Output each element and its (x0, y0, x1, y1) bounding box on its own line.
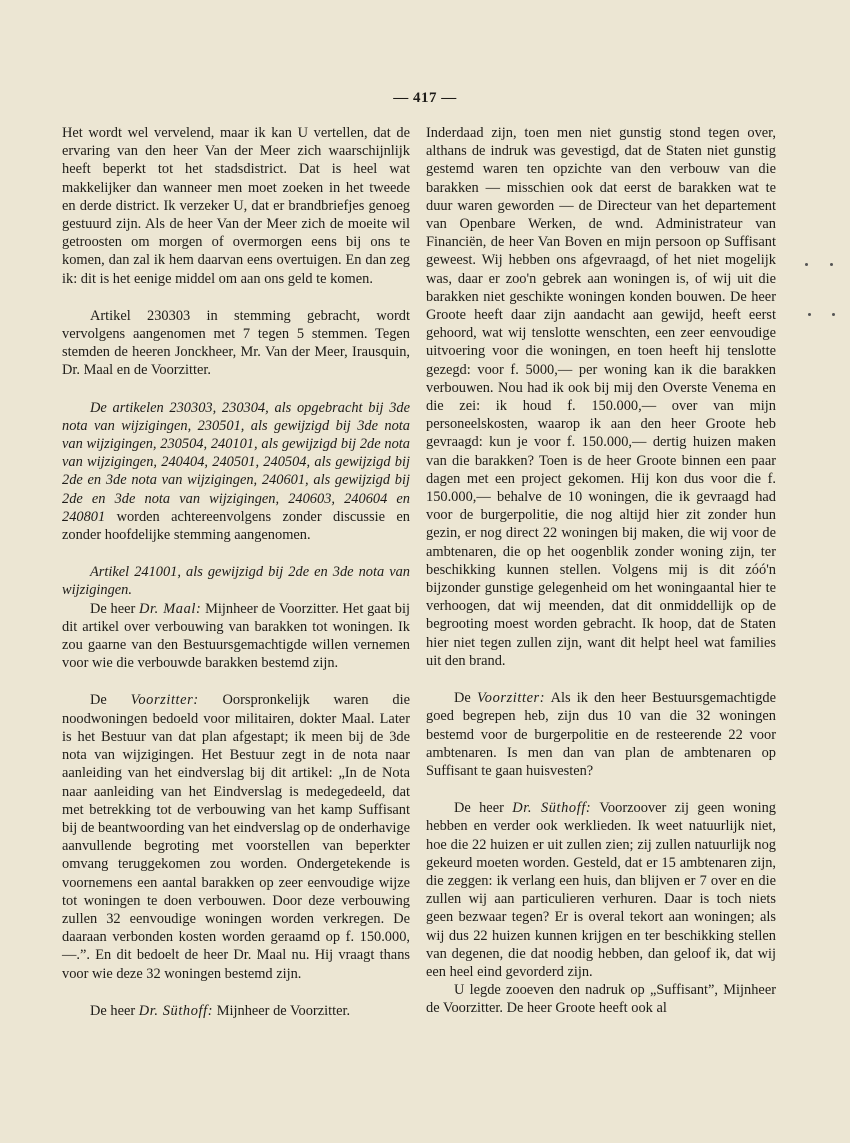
speaker-name: Voorzitter: (476, 690, 546, 707)
paragraph: De heer Dr. Süthoff: Mijnheer de Voorzitter. (90, 1002, 351, 1019)
paragraph: Artikel 230303 in stemming gebracht, wordt vervolgens aangenomen met 7 tegen 5 stemmen. Tegen stemden de heeren Jonckheer, Mr. Van der Meer, Irausquin, Dr. Maal en de Voorzitter. (62, 307, 410, 379)
paragraph: Het wordt wel vervelend, maar ik kan U vertellen, dat de ervaring van den heer Van der Meer zich waarschijnlijk heeft beperkt tot het stadsdistrict. Dat is heel wat makkelijker dan wanneer men moet zoeken in het tweede en derde district. Ik verzeker U, dat er brandbriefjes genoeg gestuurd zijn. Als de heer Van der Meer zich de moeite wil getroosten om morgen of overmorgen eens bij ons te komen, dan zal ik hem daarvan eens overtuigen. En dan zeg ik: dit is het eenige middel om aan ons geld te komen. (62, 125, 410, 287)
right-column (426, 124, 776, 1018)
speaker-name: Dr. Süthoff: (138, 1002, 214, 1019)
left-column (62, 124, 410, 1020)
paragraph: De heer Dr. Maal: Mijnheer de Voorzitter. Het gaat bij dit artikel over verbouwing van barakken tot woningen. Ik zou gaarne van den Bestuursgemachtigde willen vernemen voor wie die verbouwde barakken bestemd zijn. (62, 600, 410, 672)
paragraph: U legde zooeven den nadruk op „Suffisant”, Mijnheer de Voorzitter. De heer Groote heeft ook al (426, 982, 776, 1017)
paragraph: De Voorzitter: Als ik den heer Bestuursgemachtigde goed begrepen heb, zijn dus 10 van die 32 woningen bestemd voor de burgerpolitie en de resteerende 22 voor ambtenaren. Is men dan van plan de ambtenaren op Suffisant te gaan huisvesten? (426, 690, 776, 779)
paragraph-text: worden achtereenvolgens zonder discussie en zonder hoofdelijke stemming aangenomen. (62, 508, 410, 544)
article-heading: Artikel 241001, als gewijzigd bij 2de en 3de nota van wijzigingen. (62, 564, 410, 599)
speaker-name: Voorzitter: (130, 692, 199, 709)
speck (808, 313, 811, 316)
speaker-name: Dr. Süthoff: (512, 800, 592, 817)
speaker-name: Dr. Maal: (139, 600, 202, 617)
paragraph: Inderdaad zijn, toen men niet gunstig stond tegen over, althans de indruk was gevestigd, dat de Staten niet gunstig gestemd waren ten opzichte van den verbouw van die barakken — misschien ook dat eerst de barakken wat te duur waren geworden — de Directeur van het departement van Openbare Werken, de wnd. Administrateur van Financiën, de heer Van Boven en mijn persoon op Suffisant geweest. Wij hebben ons afgevraagd, of het niet mogelijk was, daar er zoo'n gebrek aan woningen is, of wij uit die barakken niet geschikte woningen konden bouwen. De heer Groote heeft daar zijn aandacht aan gewijd, heeft eerst gehoord, wat wij tenslotte wenschten, een zeer eenvoudige uitvoering voor die woningen, en toen heeft hij tenslotte gezegd: voor f. 5000,— per woning kan ik die barakken verbouwen. Nou had ik ook bij mij den Overste Venema en die zei: ik houd f. 150.000,— over van mijn personeelskosten, waarop ik aan den heer Groote heb gevraagd: kun je voor f. 150.000,— dertig huizen maken van die barakken? Toen is de heer Groote binnen een paar dagen met een project gekomen. Hij kon dus voor die f. 150.000,— behalve de 10 woningen, die ik gevraagd had voor de burgerpolitie, die nog altijd hier zit zonder hun gezin, er nog direct 22 woningen bij maken, die wij voor de ambtenaren, die op het oogenblik zonder woning zijn, ter beschikking kunnen stellen. Volgens mij is dit zóó'n bijzonder gunstige gelegenheid om het woningaantal hier te verhoogen, dat wij meenden, dat dit onmiddellijk op de begrooting moest worden gebracht. Ik hoop, dat de Staten hier niet tegen zullen zijn, want dit helpt heel wat families uit den brand. (426, 125, 776, 669)
speck (832, 313, 835, 316)
amendment-list: De artikelen 230303, 230304, als opgebracht bij 3de nota van wijzigingen, 230501, als gewijzigd bij 3de nota van wijzigingen, 230504, 240101, als gewijzigd bij 2de nota van wijzigingen, 240404, 240501, 240504, als gewijzigd bij 2de en 3de nota van wijzigingen, 240601, als gewijzigd bij 2de en 3de nota van wijzigingen, 240603, 240604 en 240801 (62, 399, 410, 525)
speck (830, 263, 833, 266)
page-number: — 417 — (393, 90, 457, 106)
paragraph: De heer Dr. Süthoff: Voorzoover zij geen woning hebben en verder ook werklieden. Ik weet natuurlijk niet, hoe die 22 huizen er uit zullen zien; zij zullen natuurlijk nog gekeurd moeten worden. Gesteld, dat er 15 ambtenaren zijn, die zeggen: ik verlang een huis, dan blijven er 7 over en die zullen wij aan particulieren verhuren. Daar is toch niets geen bezwaar tegen? Er is overal tekort aan woningen; als wij dus 22 huizen kunnen krijgen en ter beschikking stellen van degenen, die dat noodig hebben, dan geloof ik, dat wij een heel eind gevorderd zijn. (426, 800, 776, 980)
paragraph (62, 399, 410, 545)
speck (805, 263, 808, 266)
paragraph: De Voorzitter: Oorspronkelijk waren die noodwoningen bedoeld voor militairen, dokter Maal. Later is het Bestuur van dat plan afgestapt; ik meen bij de 3de nota van wijzigingen. Het Bestuur zegt in de nota naar aanleiding van het eindverslag bij dit artikel: „In de Nota naar aanleiding van het Eindverslag is medegedeeld, dat met betrekking tot de verbouwing van het kamp Suffisant bij de beantwoording van het eindverslag op de onderhavige aanvullende begroting met voorstellen van beperkter omvang teruggekomen zou worden. Ondergetekende is voornemens een aantal barakken op zeer eenvoudige wijze tot woningen te doen verbouwen. Door deze verbouwing zullen 32 eenvoudige woningen worden verkregen. De daaraan verbonden kosten worden geraamd op f. 150.000,—.”. En dit bedoelt de heer Dr. Maal nu. Hij vraagt thans voor wie deze 32 woningen bestemd zijn. (62, 692, 410, 982)
